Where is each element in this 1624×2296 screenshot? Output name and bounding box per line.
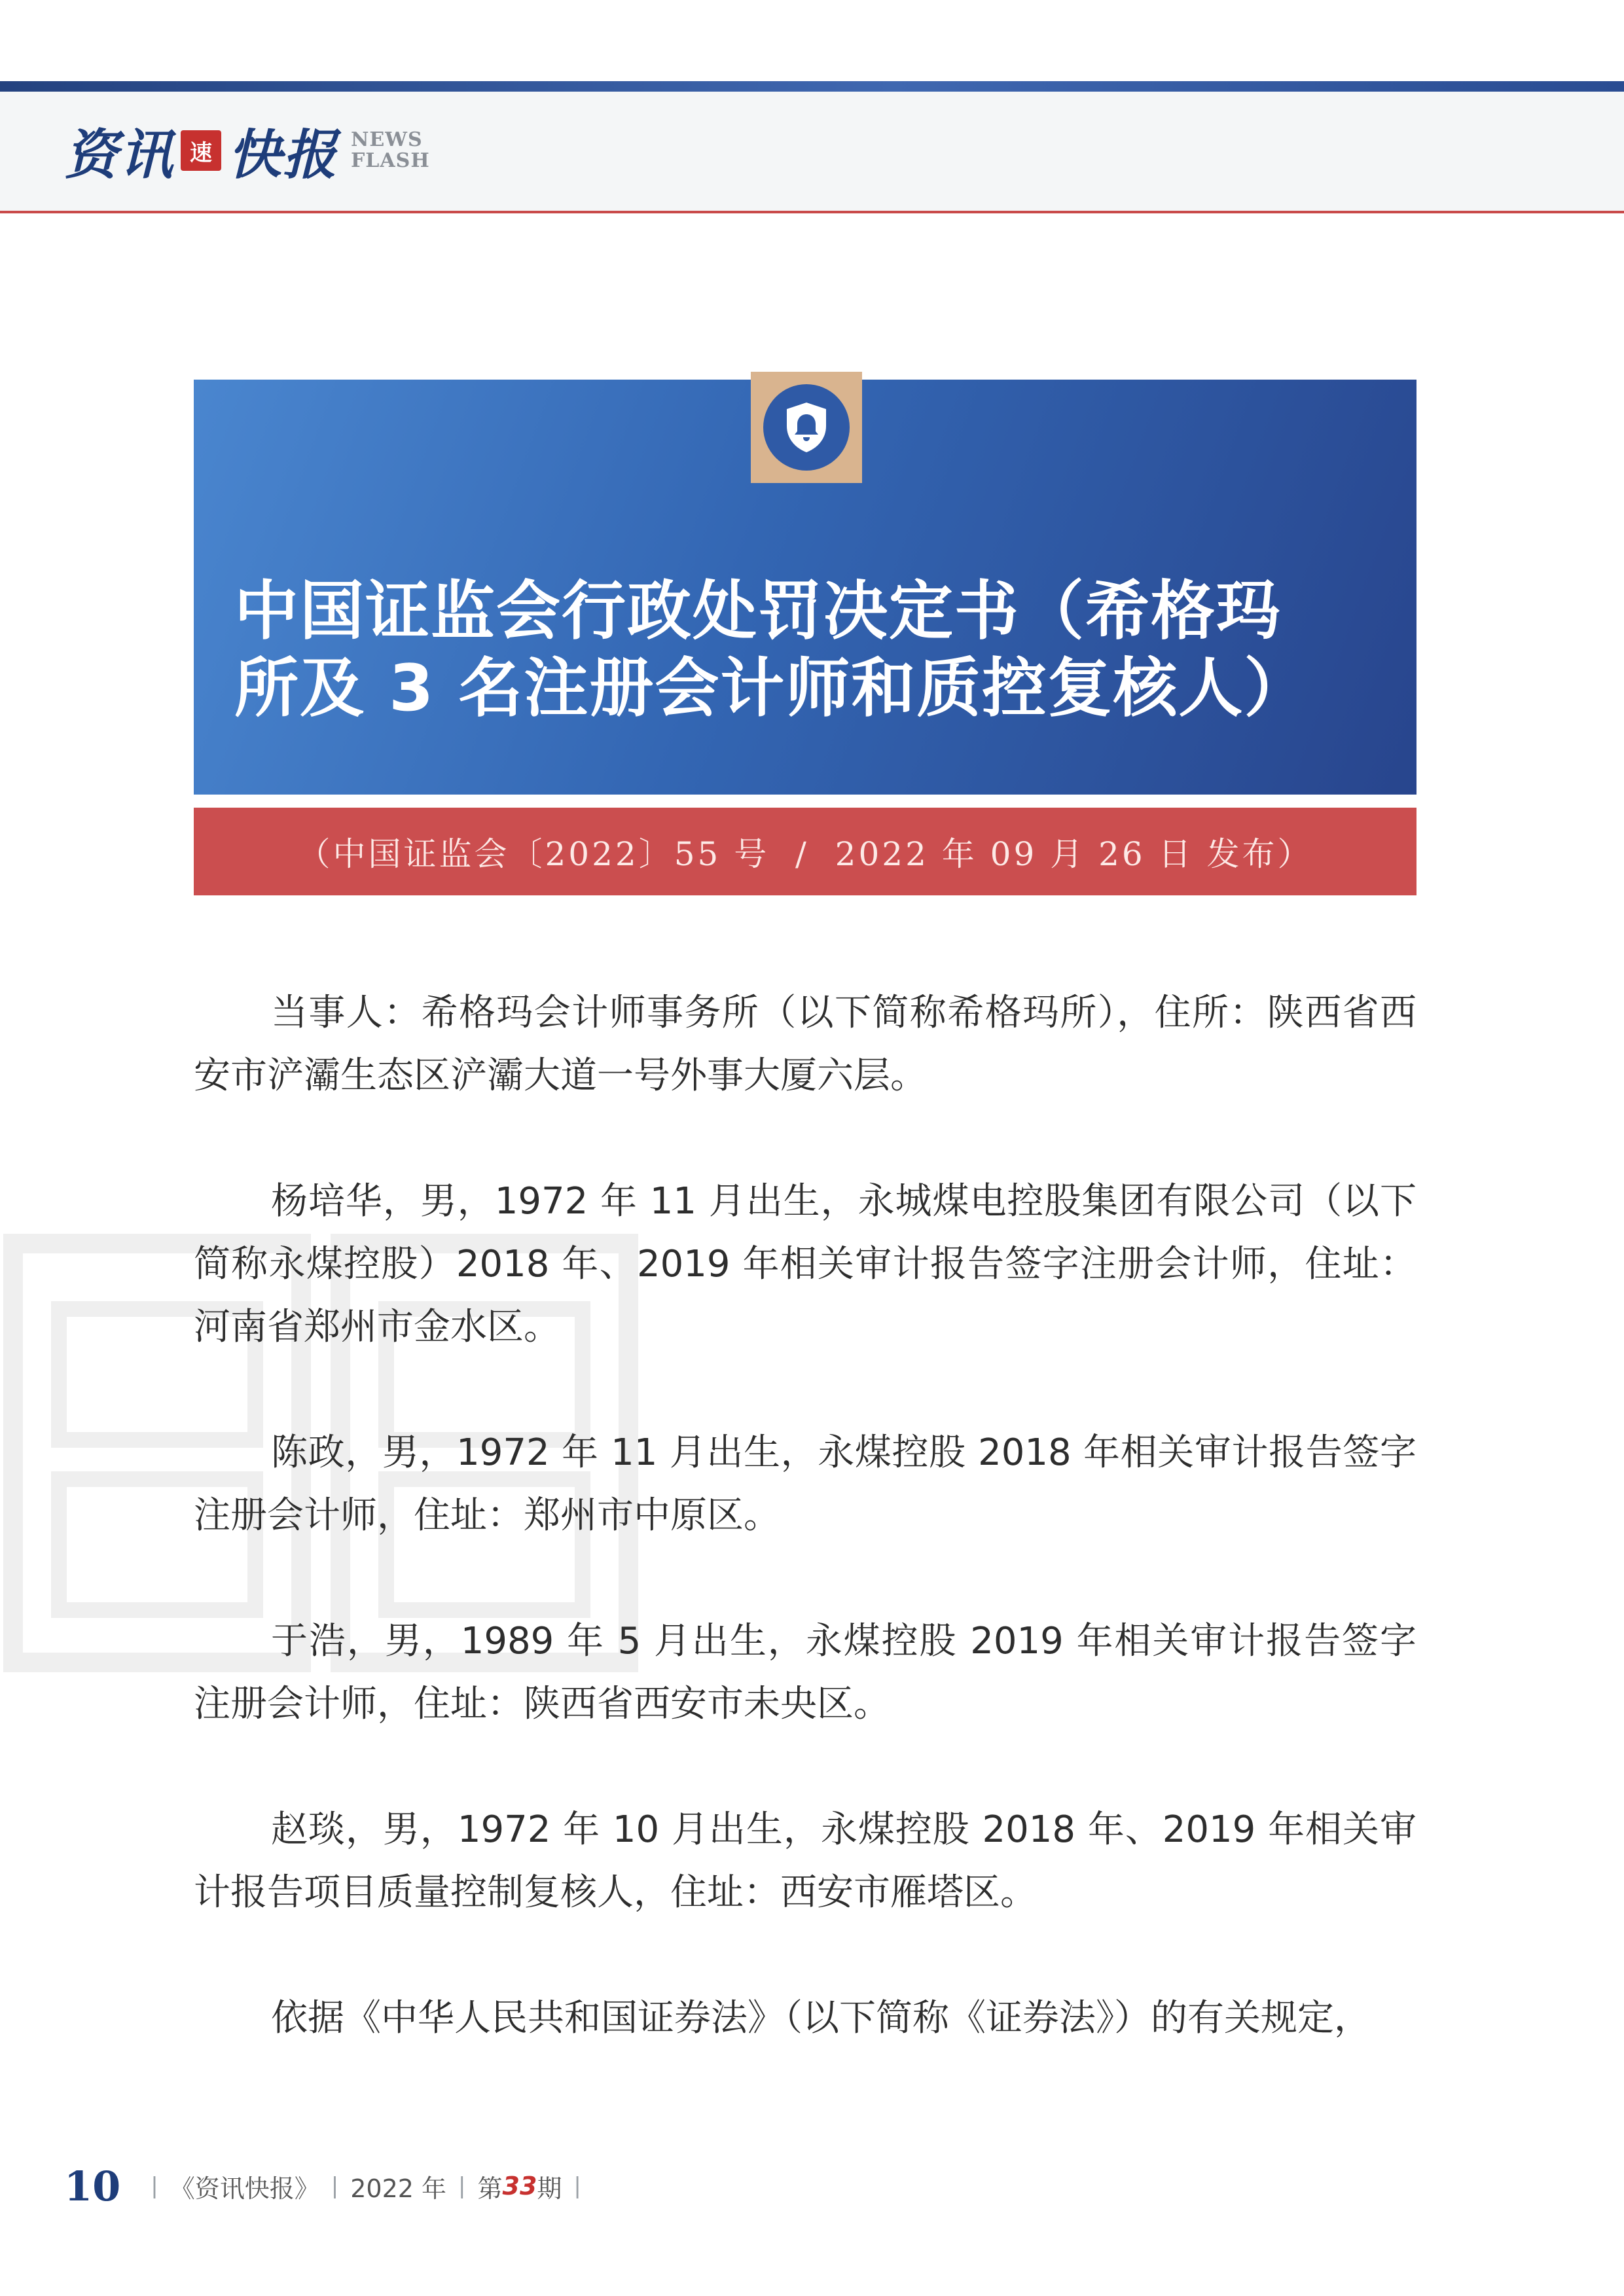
footer-issue-prefix: 第 (477, 2174, 503, 2203)
footer-separator: | (458, 2173, 466, 2199)
header-top-line (0, 81, 1624, 92)
shield-bell-icon (763, 384, 850, 471)
page-title-line1: 中国证监会行政处罚决定书（希格玛 (234, 574, 1282, 649)
brand-english-line1: NEWS (351, 128, 423, 151)
paragraph-chen: 陈政，男，1972 年 11 月出生，永煤控股 2018 年相关审计报告签字注册会计师，住址：郑州市中原区。 (194, 1431, 1416, 1537)
brand-english-line2: FLASH (351, 149, 430, 172)
brand-seal: 速 (181, 130, 221, 171)
brand-word-right: 快报 (228, 123, 338, 187)
article-body (194, 982, 1416, 2113)
page-number: 10 (64, 2162, 121, 2210)
footer-separator: | (573, 2173, 581, 2199)
page-title (234, 573, 1399, 727)
page-footer (64, 2160, 593, 2212)
brand-english (351, 130, 430, 171)
brand-logo (64, 111, 430, 190)
footer-year: 2022 年 (350, 2174, 447, 2203)
paragraph-yang: 杨培华，男，1972 年 11 月出生，永城煤电控股集团有限公司（以下简称永煤控股）2018 年、2019 年相关审计报告签字注册会计师，住址：河南省郑州市金水区。 (194, 1180, 1416, 1348)
header-divider (0, 211, 1624, 213)
title-badge (751, 372, 862, 483)
footer-issue-suffix: 期 (537, 2174, 562, 2203)
paragraph-party: 当事人：希格玛会计师事务所（以下简称希格玛所），住所：陕西省西安市浐灞生态区浐灞大道一号外事大厦六层。 (194, 992, 1416, 1097)
footer-publication: 《资讯快报》 (170, 2174, 319, 2203)
footer-separator: | (151, 2173, 158, 2199)
paragraph-zhao: 赵琰，男，1972 年 10 月出生，永煤控股 2018 年、2019 年相关审计报告项目质量控制复核人，住址：西安市雁塔区。 (194, 1808, 1416, 1914)
page-title-line2: 所及 3 名注册会计师和质控复核人） (234, 651, 1310, 726)
paragraph-basis: 依据《中华人民共和国证券法》（以下简称《证券法》）的有关规定， (271, 1997, 1371, 2039)
brand-word-left: 资讯 (64, 123, 174, 187)
paragraph-yu: 于浩，男，1989 年 5 月出生，永煤控股 2019 年相关审计报告签字注册会计师，住址：陕西省西安市未央区。 (194, 1620, 1416, 1725)
subtitle: （中国证监会〔2022〕55 号 / 2022 年 09 月 26 日 发布） (297, 835, 1313, 873)
subtitle-band (194, 808, 1416, 895)
footer-issue-number: 33 (502, 2172, 537, 2200)
footer-separator: | (331, 2173, 339, 2199)
